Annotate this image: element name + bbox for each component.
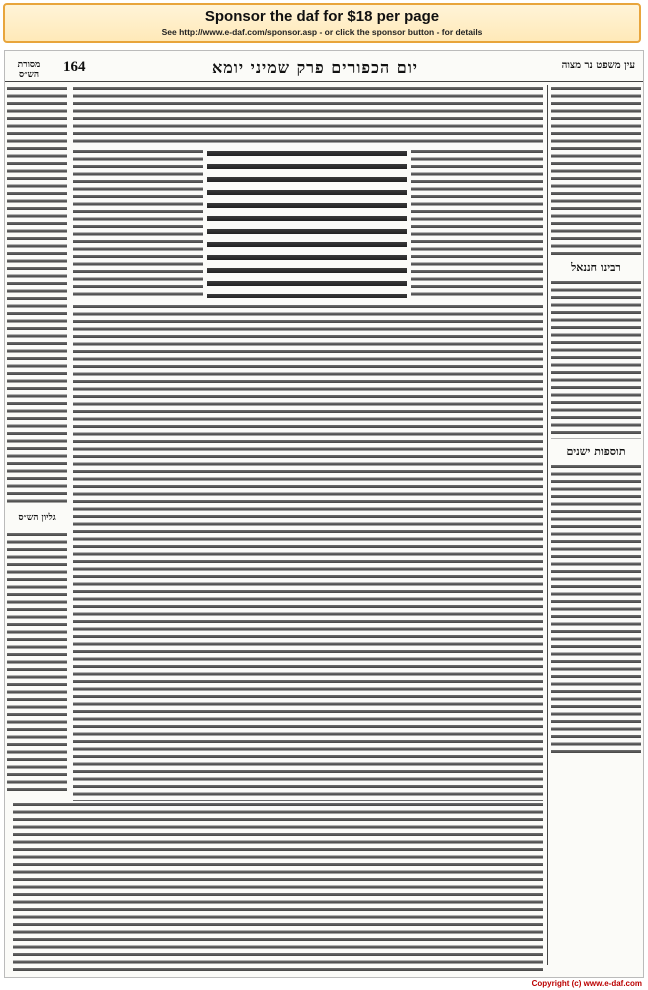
commentary-top xyxy=(73,85,543,145)
talmud-page xyxy=(4,50,644,978)
tosafot-yeshanim-column xyxy=(551,463,641,753)
page-header xyxy=(5,57,643,83)
header-rule xyxy=(5,81,643,82)
sponsor-title: Sponsor the daf for $18 per page xyxy=(204,8,440,25)
tosafot-yeshanim-label: תוספות ישנים xyxy=(566,445,626,458)
sponsor-banner[interactable] xyxy=(3,3,641,43)
rabbeinu-chananel-label: רבינו חננאל xyxy=(571,261,621,274)
running-head: יום הכפורים פרק שמיני יומא xyxy=(212,58,418,77)
ein-mishpat-label: עין משפט נר מצוה xyxy=(561,60,635,71)
ein-mishpat-column xyxy=(551,85,641,255)
tosafot-inner xyxy=(73,148,203,298)
rashi-inner xyxy=(411,148,543,298)
mesoret-column xyxy=(7,85,67,505)
gilyon-label: גליון הש״ס xyxy=(18,513,56,523)
sponsor-subtitle[interactable]: See http://www.e-daf.com/sponsor.asp - or click the sponsor button - for details xyxy=(161,27,483,37)
page-number: 164 xyxy=(63,59,86,75)
rabbeinu-chananel-column xyxy=(551,279,641,439)
gilyon-column xyxy=(7,531,67,791)
margin-divider xyxy=(547,85,548,965)
copyright-notice: Copyright (c) www.e-daf.com xyxy=(531,979,642,988)
mesoret-label: מסורת הש״ס xyxy=(17,60,41,80)
gemara-text xyxy=(207,148,407,298)
commentary-bottom xyxy=(13,801,543,971)
